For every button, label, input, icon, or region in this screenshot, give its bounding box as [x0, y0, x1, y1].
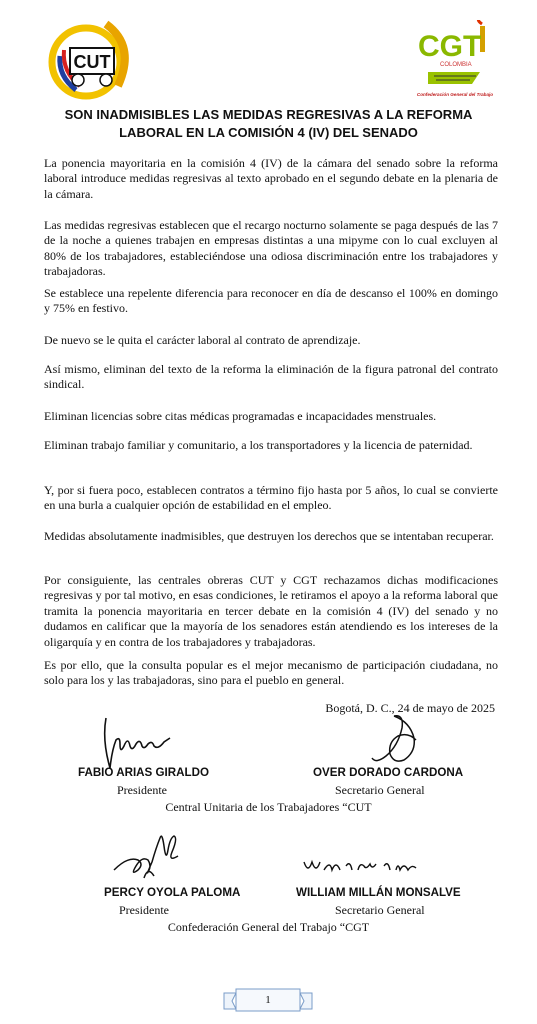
- signature-william-millan: [300, 852, 420, 880]
- title-line-2: LABORAL EN LA COMISIÓN 4 (IV) DEL SENADO: [119, 125, 418, 140]
- paragraph-7: Eliminan trabajo familiar y comunitario, a los transportadores y la licencia de paternidad.: [44, 438, 473, 452]
- signatory-over-name: OVER DORADO CARDONA: [313, 766, 464, 779]
- signatory-fabio-role: Presidente: [117, 783, 167, 797]
- organization-cut: Central Unitaria de los Trabajadores “CUT: [165, 800, 372, 814]
- paragraph-11: Es por ello, que la consulta popular es el mejor mecanismo de participación ciudadana, no solo para los y las trabajadoras, sino para el pueblo en general.: [44, 658, 498, 688]
- page-number: 1: [265, 994, 271, 1006]
- document-title: [40, 106, 497, 142]
- cut-logo: [48, 16, 140, 102]
- title-line-1: SON INADMISIBLES LAS MEDIDAS REGRESIVAS A LA REFORMA: [64, 107, 473, 122]
- paragraph-1: La ponencia mayoritaria en la comisión 4 (IV) de la cámara del senado sobre la reforma laboral introduce medidas regresivas al texto aprobado en el segundo debate en la plenaria de la cámara.: [44, 156, 498, 201]
- cgt-country-text: COLOMBIA: [440, 62, 472, 68]
- cgt-logo: [410, 20, 500, 104]
- signature-fabio-arias: [96, 710, 176, 772]
- paragraph-2: Las medidas regresivas establecen que el recargo nocturno solamente se paga después de las 7 de la noche a quienes trabajen en empresas distintas a una mipyme con lo cual excluyen al 80% de los trabajadores, estableciéndose una odiosa discriminación entre los trabajadores y trabajadoras.: [44, 218, 498, 279]
- paragraph-6: Eliminan licencias sobre citas médicas programadas e incapacidades menstruales.: [44, 409, 437, 423]
- signatory-fabio-name: FABIO ARIAS GIRALDO: [78, 766, 209, 779]
- signatory-william-role: Secretario General: [335, 903, 425, 917]
- signatory-percy-name: PERCY OYOLA PALOMA: [104, 886, 241, 899]
- paragraph-5: Así mismo, eliminan del texto de la reforma la eliminación de la figura patronal del contrato sindical.: [44, 362, 498, 392]
- signature-over-dorado: [364, 712, 434, 772]
- signatory-over-role: Secretario General: [335, 783, 425, 797]
- paragraph-10: Por consiguiente, las centrales obreras CUT y CGT rechazamos dichas modificaciones regresivas y por tal motivo, en esas condiciones, le retiramos el apoyo a la reforma laboral que tramita la ponencia mayoritaria en tercer debate en la comisión 4 (IV) del senado y no dudamos en calificar que la mayoría de los senadores están atendiendo es los intereses de la oligarquía y en contra de los trabajadores y trabajadoras.: [44, 573, 498, 649]
- page-number-ribbon: [222, 987, 314, 1015]
- paragraph-9: Medidas absolutamente inadmisibles, que destruyen los derechos que se intentaban recuperar.: [44, 529, 494, 543]
- cgt-subtitle-text: Confederación General del Trabajo: [416, 92, 494, 97]
- paragraph-4: De nuevo se le quita el carácter laboral al contrato de aprendizaje.: [44, 333, 361, 347]
- date-line: Bogotá, D. C., 24 de mayo de 2025: [325, 701, 495, 715]
- cut-logo-text: CUT: [73, 52, 111, 72]
- organization-cgt: Confederación General del Trabajo “CGT: [167, 920, 370, 934]
- cgt-logo-text: CGT: [418, 30, 482, 63]
- signatory-percy-role: Presidente: [119, 903, 169, 917]
- signatory-william-name: WILLIAM MILLÁN MONSALVE: [296, 886, 461, 899]
- paragraph-3: Se establece una repelente diferencia para reconocer en día de descanso el 100% en domingo y 75% en festivo.: [44, 286, 498, 316]
- signature-percy-oyola: [108, 826, 188, 888]
- paragraph-8: Y, por si fuera poco, establecen contratos a término fijo hasta por 5 años, lo cual se convierte en una burla a cualquier opción de estabilidad en el empleo.: [44, 483, 498, 513]
